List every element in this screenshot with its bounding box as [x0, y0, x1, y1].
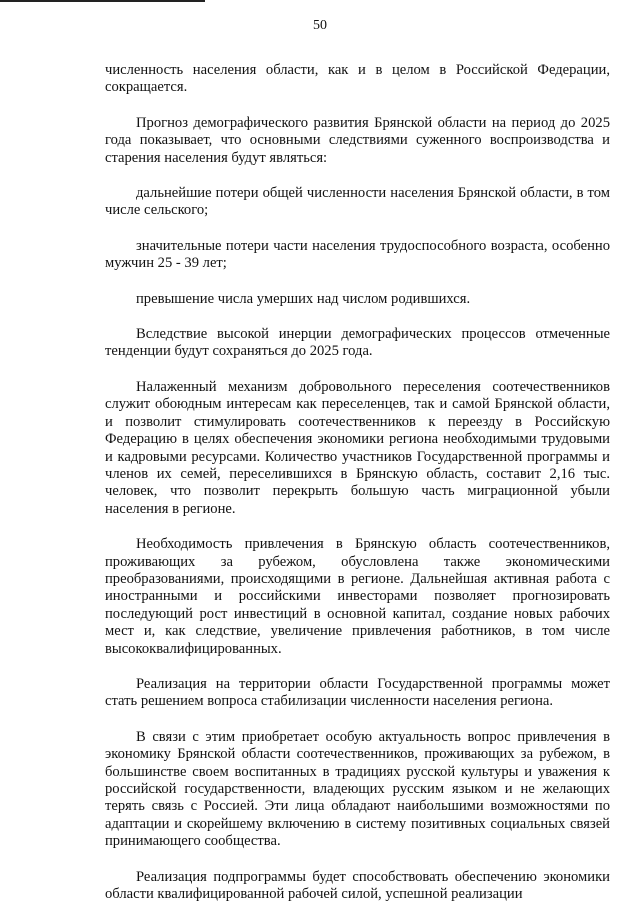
paragraph-5: превышение числа умерших над числом родившихся.: [136, 290, 471, 307]
paragraph-1: численность населения области, как и в целом в Российской Федерации, сокращается.: [105, 62, 610, 96]
document-body: [105, 62, 610, 921]
paragraph-10: В связи с этим приобретает особую актуальность вопрос привлечения в экономику Брянской области соотечественников, проживающих за рубежом, в большинстве своем воспитанных в традициях русской культуры и уважения к российской государственности, владеющих русским языком и не желающих терять связь с Россией. Эти лица обладают наибольшими возможностями по адаптации и скорейшему включению в систему позитивных социальных связей принимающего сообщества.: [105, 728, 610, 850]
paragraph-7: Налаженный механизм добровольного переселения соотечественников служит обоюдным интересам как переселенцев, так и самой Брянской области, и позволит стимулировать соотечественников к переезду в Российскую Федерацию в целях обеспечения экономики региона необходимыми трудовыми и кадровыми ресурсами. Количество участников Государственной программы и членов их семей, переселившихся в Брянскую область, составит 2,16 тыс. человек, что позволит перекрыть большую часть миграционной убыли населения в регионе.: [105, 378, 610, 517]
top-rule: [0, 0, 205, 2]
paragraph-4: значительные потери части населения трудоспособного возраста, особенно мужчин 25 - 39 лет;: [105, 237, 610, 272]
paragraph-6: Вследствие высокой инерции демографических процессов отмеченные тенденции будут сохраняться до 2025 года.: [105, 326, 610, 360]
paragraph-2: Прогноз демографического развития Брянской области на период до 2025 года показывает, что основными следствиями суженного воспроизводства и старения населения будут являться:: [105, 114, 610, 166]
page-number: 50: [313, 18, 327, 33]
paragraph-8: Необходимость привлечения в Брянскую область соотечественников, проживающих за рубежом, обусловлена также экономическими преобразованиями, происходящими в регионе. Дальнейшая активная работа с иностранными и российскими инвесторами позволяет прогнозировать последующий рост инвестиций в основной капитал, создание новых рабочих мест и, как следствие, увеличение привлечения работников, в том числе высококвалифицированных.: [105, 536, 610, 657]
paragraph-11: Реализация подпрограммы будет способствовать обеспечению экономики области квалифицированной рабочей силой, успешной реализации: [105, 868, 610, 903]
paragraph-9: Реализация на территории области Государственной программы может стать решением вопроса стабилизации численности населения региона.: [105, 675, 610, 710]
paragraph-3: дальнейшие потери общей численности населения Брянской области, в том числе сельского;: [105, 185, 610, 219]
